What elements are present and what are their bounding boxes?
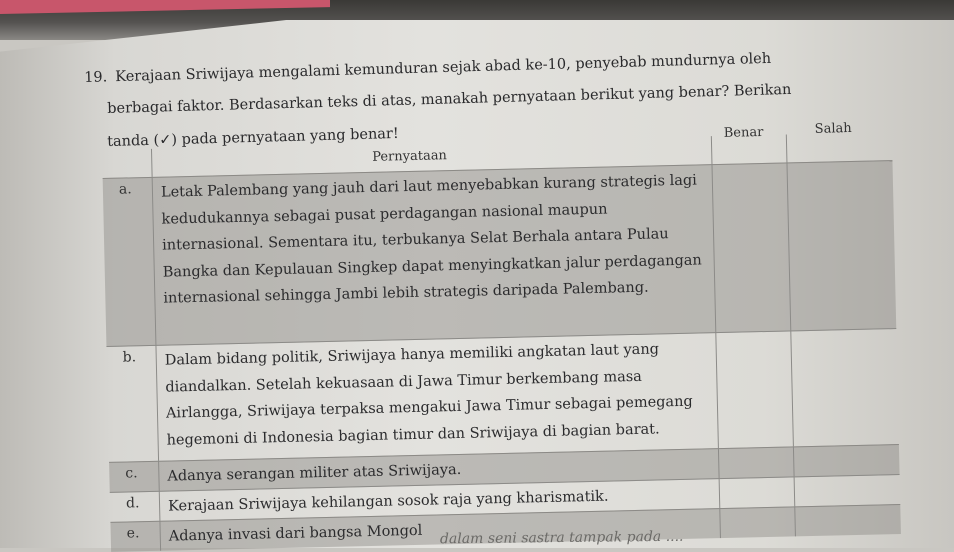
table-row [106,328,898,463]
header-letter-cell [102,149,153,178]
header-statement: Pernyataan [372,148,448,165]
checkbox-true-e[interactable] [720,506,796,538]
checkbox-true-d[interactable] [720,476,796,508]
row-letter: d. [125,495,140,512]
checkbox-false-a[interactable] [787,160,896,330]
checkbox-false-d[interactable] [795,474,901,506]
question-line-3: tanda (✓) pada pernyataan yang benar! [107,125,399,150]
checkbox-false-b[interactable] [791,328,899,446]
row-letter: e. [126,525,140,542]
checkbox-false-c[interactable] [794,444,900,476]
checkbox-true-a[interactable] [712,162,791,332]
header-false-cell [787,120,893,162]
row-statement: Kerajaan Sriwijaya kehilangan sosok raja yang kharismatik. [167,488,609,515]
row-letter: a. [118,181,132,198]
header-true: Benar [723,124,764,141]
next-page-text: dalam seni sastra tampak pada .... [439,528,684,548]
row-statement: Adanya serangan militer atas Sriwijaya. [167,461,462,485]
checkbox-false-e[interactable] [795,504,901,536]
checkbox-true-c[interactable] [719,446,795,478]
question-line-2: berbagai faktor. Berdasarkan teks di atas, manakah pernyataan berikut yang benar? Berikan [107,81,792,117]
statement-table [102,120,901,548]
header-true-cell [712,124,788,164]
row-statement: Adanya invasi dari bangsa Mongol [168,522,423,545]
table-row [103,160,897,347]
row-statement: Letak Palembang yang jauh dari laut menyebabkan kurang strategis lagi kedudukannya sebagai pusat perdagangan nasional maupun internasional. Sementara itu, terbukanya Selat Berhala antara Pulau Bangka dan Kepulauan Singkep dapat menyingkatkan jalur perdagangan internasional sehingga Jambi lebih strategis daripada Palembang. [160,172,702,307]
checkbox-true-b[interactable] [716,330,794,448]
row-letter: b. [122,349,137,366]
question-number: 19. [84,69,108,86]
row-statement: Dalam bidang politik, Sriwijaya hanya memiliki angkatan laut yang diandalkan. Setelah kekuasaan di Jawa Timur berkembang masa Airlangga, Sriwijaya terpaksa mengakui Jawa Timur sebagai pemegang hegemoni di Indonesia bagian timur dan Sriwijaya di bagian barat. [164,341,693,449]
row-letter: c. [125,465,138,482]
question-text-1: Kerajaan Sriwijaya mengalami kemunduran sejak abad ke-10, penyebab mundurnya oleh [115,50,772,86]
header-false: Salah [814,120,852,137]
